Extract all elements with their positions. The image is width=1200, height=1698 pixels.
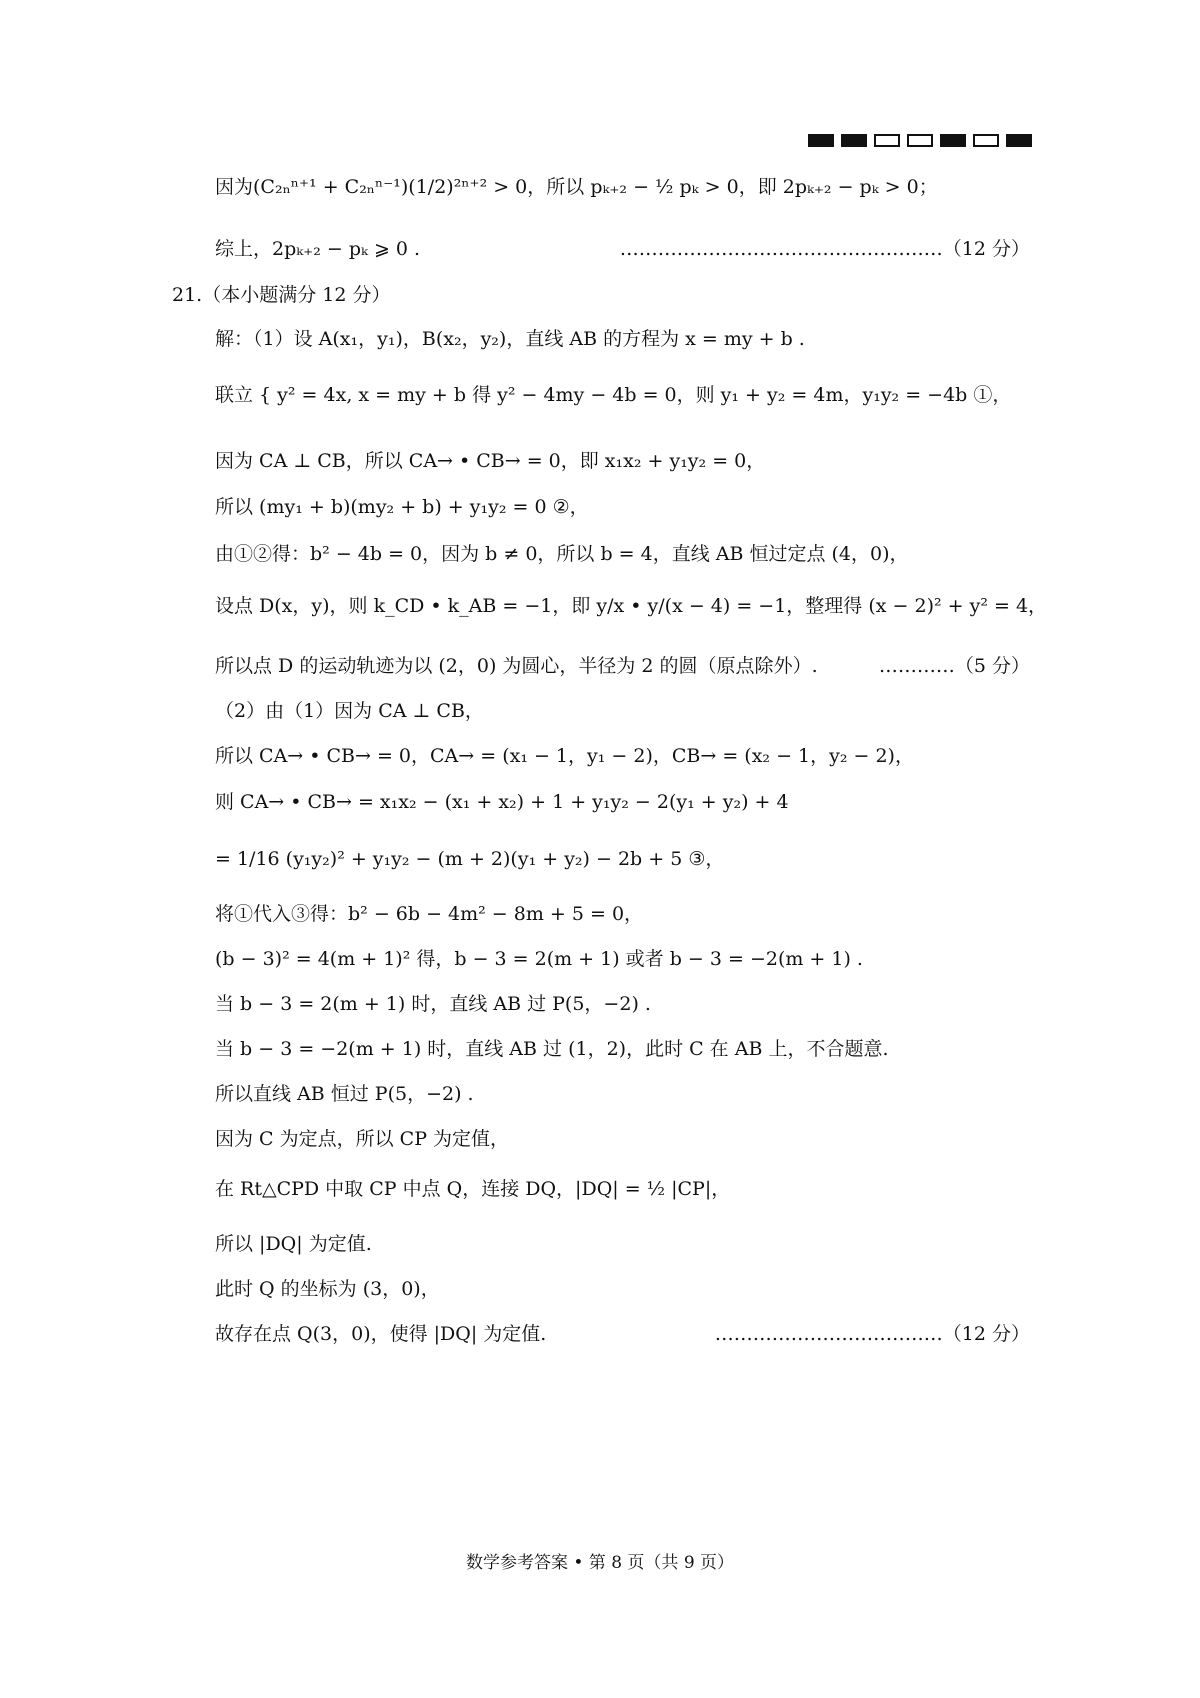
line-6: 因为 CA ⊥ CB，所以 CA→ • CB→ = 0，即 x₁x₂ + y₁y₂ = 0， bbox=[215, 450, 766, 472]
question-heading: 21.（本小题满分 12 分） bbox=[172, 284, 391, 306]
line-14: = 1/16 (y₁y₂)² + y₁y₂ − (m + 2)(y₁ + y₂) − 2b + 5 ③， bbox=[215, 848, 725, 870]
page-footer: 数学参考答案 • 第 8 页（共 9 页） bbox=[465, 1553, 735, 1573]
line-17: 当 b − 3 = 2(m + 1) 时，直线 AB 过 P(5，−2) . bbox=[215, 993, 651, 1015]
mark-6 bbox=[973, 134, 999, 147]
line-16: (b − 3)² = 4(m + 1)² 得，b − 3 = 2(m + 1) 或者 b − 3 = −2(m + 1) . bbox=[215, 948, 863, 970]
line-12: 所以 CA→ • CB→ = 0，CA→ = (x₁ − 1，y₁ − 2)，CB→ = (x₂ − 1，y₂ − 2)， bbox=[215, 745, 914, 767]
line-24: 故存在点 Q(3，0)，使得 |DQ| 为定值. bbox=[215, 1323, 547, 1345]
line-22: 所以 |DQ| 为定值. bbox=[215, 1233, 372, 1255]
mark-1 bbox=[808, 134, 834, 147]
line-4: 解：（1）设 A(x₁，y₁)，B(x₂，y₂)，直线 AB 的方程为 x = my + b . bbox=[215, 328, 805, 350]
header-marks bbox=[808, 134, 1032, 147]
line-1: 因为(C₂ₙⁿ⁺¹ + C₂ₙⁿ⁻¹)(1/2)²ⁿ⁺² > 0，所以 pₖ₊₂ − ½ pₖ > 0，即 2pₖ₊₂ − pₖ > 0； bbox=[215, 176, 938, 198]
line-11: （2）由（1）因为 CA ⊥ CB， bbox=[215, 700, 484, 722]
score-3: ………………………………（12 分） bbox=[714, 1323, 1030, 1345]
line-23: 此时 Q 的坐标为 (3，0)， bbox=[215, 1278, 440, 1300]
line-18: 当 b − 3 = −2(m + 1) 时，直线 AB 过 (1，2)，此时 C 在 AB 上，不合题意. bbox=[215, 1038, 889, 1060]
score-2: …………（5 分） bbox=[878, 655, 1030, 677]
line-10: 所以点 D 的运动轨迹为以 (2，0) 为圆心，半径为 2 的圆（原点除外）. bbox=[215, 655, 818, 677]
line-5: 联立 { y² = 4x, x = my + b 得 y² − 4my − 4b = 0，则 y₁ + y₂ = 4m，y₁y₂ = −4b ①， bbox=[215, 384, 1012, 406]
score-1: ……………………………………………（12 分） bbox=[619, 238, 1030, 260]
mark-5 bbox=[940, 134, 966, 147]
line-20: 因为 C 为定点，所以 CP 为定值， bbox=[215, 1128, 510, 1150]
line-21: 在 Rt△CPD 中取 CP 中点 Q，连接 DQ，|DQ| = ½ |CP|， bbox=[215, 1178, 731, 1200]
line-7: 所以 (my₁ + b)(my₂ + b) + y₁y₂ = 0 ②， bbox=[215, 496, 589, 518]
mark-3 bbox=[874, 134, 900, 147]
line-2: 综上，2pₖ₊₂ − pₖ ⩾ 0 . bbox=[215, 238, 421, 260]
line-13: 则 CA→ • CB→ = x₁x₂ − (x₁ + x₂) + 1 + y₁y₂ − 2(y₁ + y₂) + 4 bbox=[215, 791, 789, 813]
line-19: 所以直线 AB 恒过 P(5，−2) . bbox=[215, 1083, 474, 1105]
mark-2 bbox=[841, 134, 867, 147]
line-15: 将①代入③得：b² − 6b − 4m² − 8m + 5 = 0， bbox=[215, 903, 644, 925]
mark-4 bbox=[907, 134, 933, 147]
line-9: 设点 D(x，y)，则 k_CD • k_AB = −1，即 y/x • y/(x − 4) = −1，整理得 (x − 2)² + y² = 4， bbox=[215, 595, 1048, 617]
mark-7 bbox=[1006, 134, 1032, 147]
line-8: 由①②得：b² − 4b = 0，因为 b ≠ 0，所以 b = 4，直线 AB 恒过定点 (4，0)， bbox=[215, 543, 909, 565]
